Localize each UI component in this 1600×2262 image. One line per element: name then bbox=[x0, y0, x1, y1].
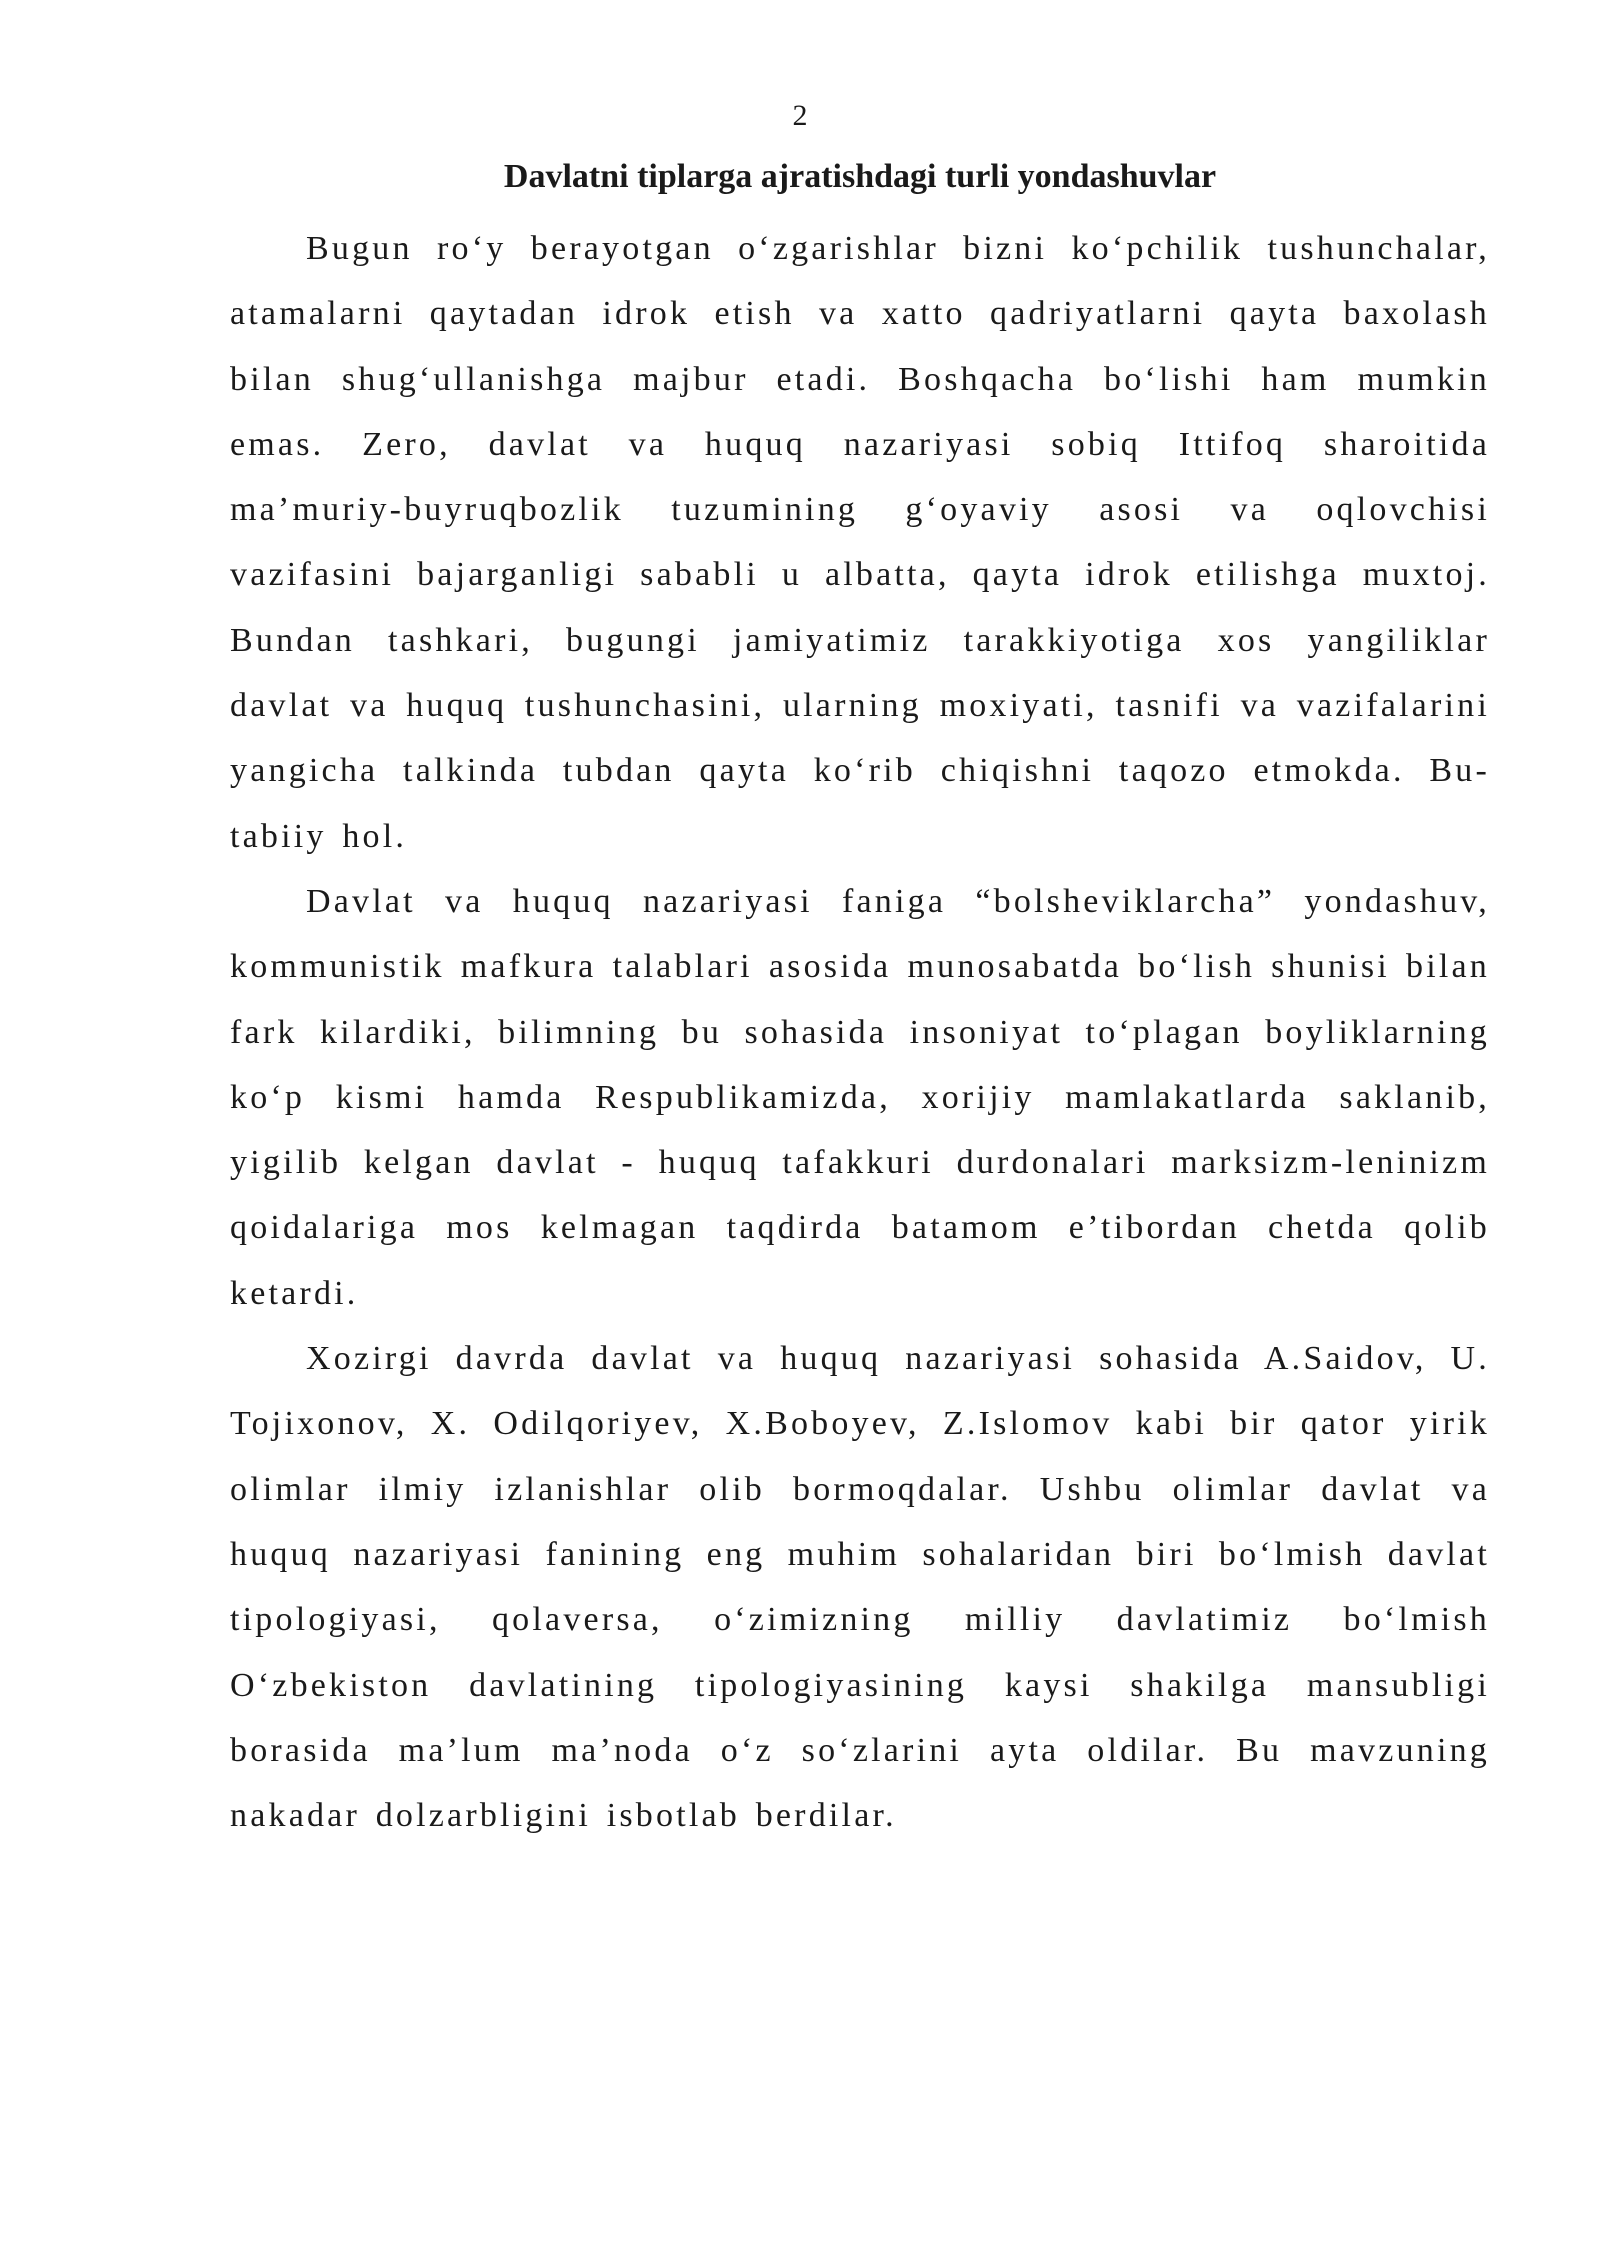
page-number: 2 bbox=[792, 99, 808, 132]
paragraph-3: Xozirgi davrda davlat va huquq nazariyasi sohasida A.Saidov, U. Tojixonov, X. Odilqoriyev, X.Boboyev, Z.Islomov kabi bir qator yirik olimlar ilmiy izlanishlar olib bormoqdalar. Ushbu olimlar davlat va huquq nazariyasi fanining eng muhim sohalaridan biri bo‘lmish davlat tipologiyasi, qolaversa, o‘zimizning milliy davlatimiz bo‘lmish O‘zbekiston davlatining tipologiyasining kaysi shakilga mansubligi borasida ma’lum ma’noda o‘z so‘zlarini ayta oldilar. Bu mavzuning nakadar dolzarbligini isbotlab berdilar. bbox=[230, 1340, 1490, 1835]
document-body bbox=[230, 216, 1490, 1848]
paragraph-1: Bugun ro‘y berayotgan o‘zgarishlar bizni ko‘pchilik tushunchalar, atamalarni qaytadan idrok etish va xatto qadriyatlarni qayta baxolash bilan shug‘ullanishga majbur etadi. Boshqacha bo‘lishi ham mumkin emas. Zero, davlat va huquq nazariyasi sobiq Ittifoq sharoitida ma’muriy-buyruqbozlik tuzumining g‘oyaviy asosi va oqlovchisi vazifasini bajarganligi sababli u albatta, qayta idrok etilishga muxtoj. Bundan tashkari, bugungi jamiyatimiz tarakkiyotiga xos yangiliklar davlat va huquq tushunchasini, ularning moxiyati, tasnifi va vazifalarini yangicha talkinda tubdan qayta ko‘rib chiqishni taqozo etmokda. Bu- tabiiy hol. bbox=[230, 230, 1490, 855]
paragraph-2: Davlat va huquq nazariyasi faniga “bolsheviklarcha” yondashuv, kommunistik mafkura talablari asosida munosabatda bo‘lish shunisi bilan fark kilardiki, bilimning bu sohasida insoniyat to‘plagan boyliklarning ko‘p kismi hamda Respublikamizda, xorijiy mamlakatlarda saklanib, yigilib kelgan davlat - huquq tafakkuri durdonalari marksizm-leninizm qoidalariga mos kelmagan taqdirda batamom e’tibordan chetda qolib ketardi. bbox=[230, 882, 1490, 1312]
page-title: Davlatni tiplarga ajratishdagi turli yondashuvlar bbox=[503, 158, 1217, 195]
